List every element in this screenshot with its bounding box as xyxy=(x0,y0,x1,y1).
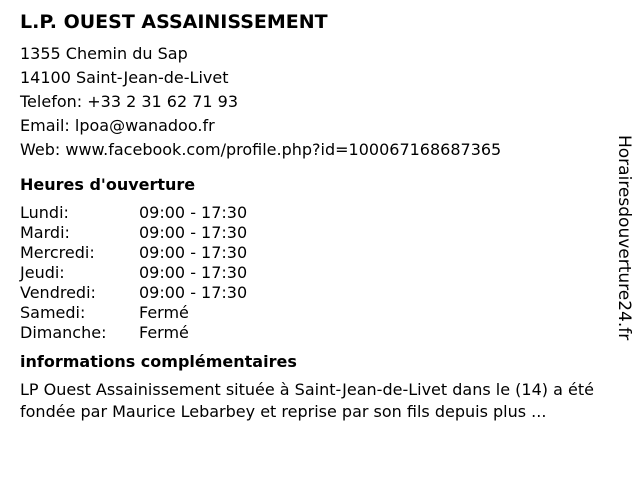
hours-title: Heures d'ouverture xyxy=(20,175,196,194)
hours-row-vendredi xyxy=(20,283,247,303)
hours-row-samedi xyxy=(20,303,247,323)
hours-day: Vendredi: xyxy=(20,283,96,302)
hours-day: Dimanche: xyxy=(20,323,107,342)
hours-time: 09:00 - 17:30 xyxy=(139,243,248,262)
hours-time: 09:00 - 17:30 xyxy=(139,223,248,242)
hours-day: Mercredi: xyxy=(20,243,95,262)
email-line: Email: lpoa@wanadoo.fr xyxy=(20,116,215,135)
hours-row-mardi xyxy=(20,223,247,243)
hours-row-jeudi xyxy=(20,263,247,283)
hours-time: 09:00 - 17:30 xyxy=(139,283,248,302)
extra-info-title: informations complémentaires xyxy=(20,352,297,371)
address-street: 1355 Chemin du Sap xyxy=(20,44,188,63)
hours-day: Lundi: xyxy=(20,203,69,222)
hours-time: Fermé xyxy=(139,323,189,342)
phone-line: Telefon: +33 2 31 62 71 93 xyxy=(20,92,239,111)
web-line: Web: www.facebook.com/profile.php?id=100067168687365 xyxy=(20,140,502,159)
extra-info-text: LP Ouest Assainissement située à Saint-Jean-de-Livet dans le (14) a été fondée par Maurice Lebarbey et reprise par son fils depuis plus ... xyxy=(20,380,594,421)
business-card xyxy=(20,10,610,439)
hours-time: 09:00 - 17:30 xyxy=(139,203,248,222)
hours-time: 09:00 - 17:30 xyxy=(139,263,248,282)
hours-day: Mardi: xyxy=(20,223,70,242)
watermark-text: Horairesdouverture24.fr xyxy=(614,135,634,341)
hours-day: Jeudi: xyxy=(20,263,65,282)
hours-row-dimanche xyxy=(20,323,247,343)
contact-info xyxy=(20,42,610,162)
hours-day: Samedi: xyxy=(20,303,86,322)
address-city: 14100 Saint-Jean-de-Livet xyxy=(20,68,229,87)
hours-table xyxy=(20,203,247,343)
hours-row-mercredi xyxy=(20,243,247,263)
business-name: L.P. OUEST ASSAINISSEMENT xyxy=(20,11,328,33)
hours-row-lundi xyxy=(20,203,247,223)
hours-time: Fermé xyxy=(139,303,189,322)
